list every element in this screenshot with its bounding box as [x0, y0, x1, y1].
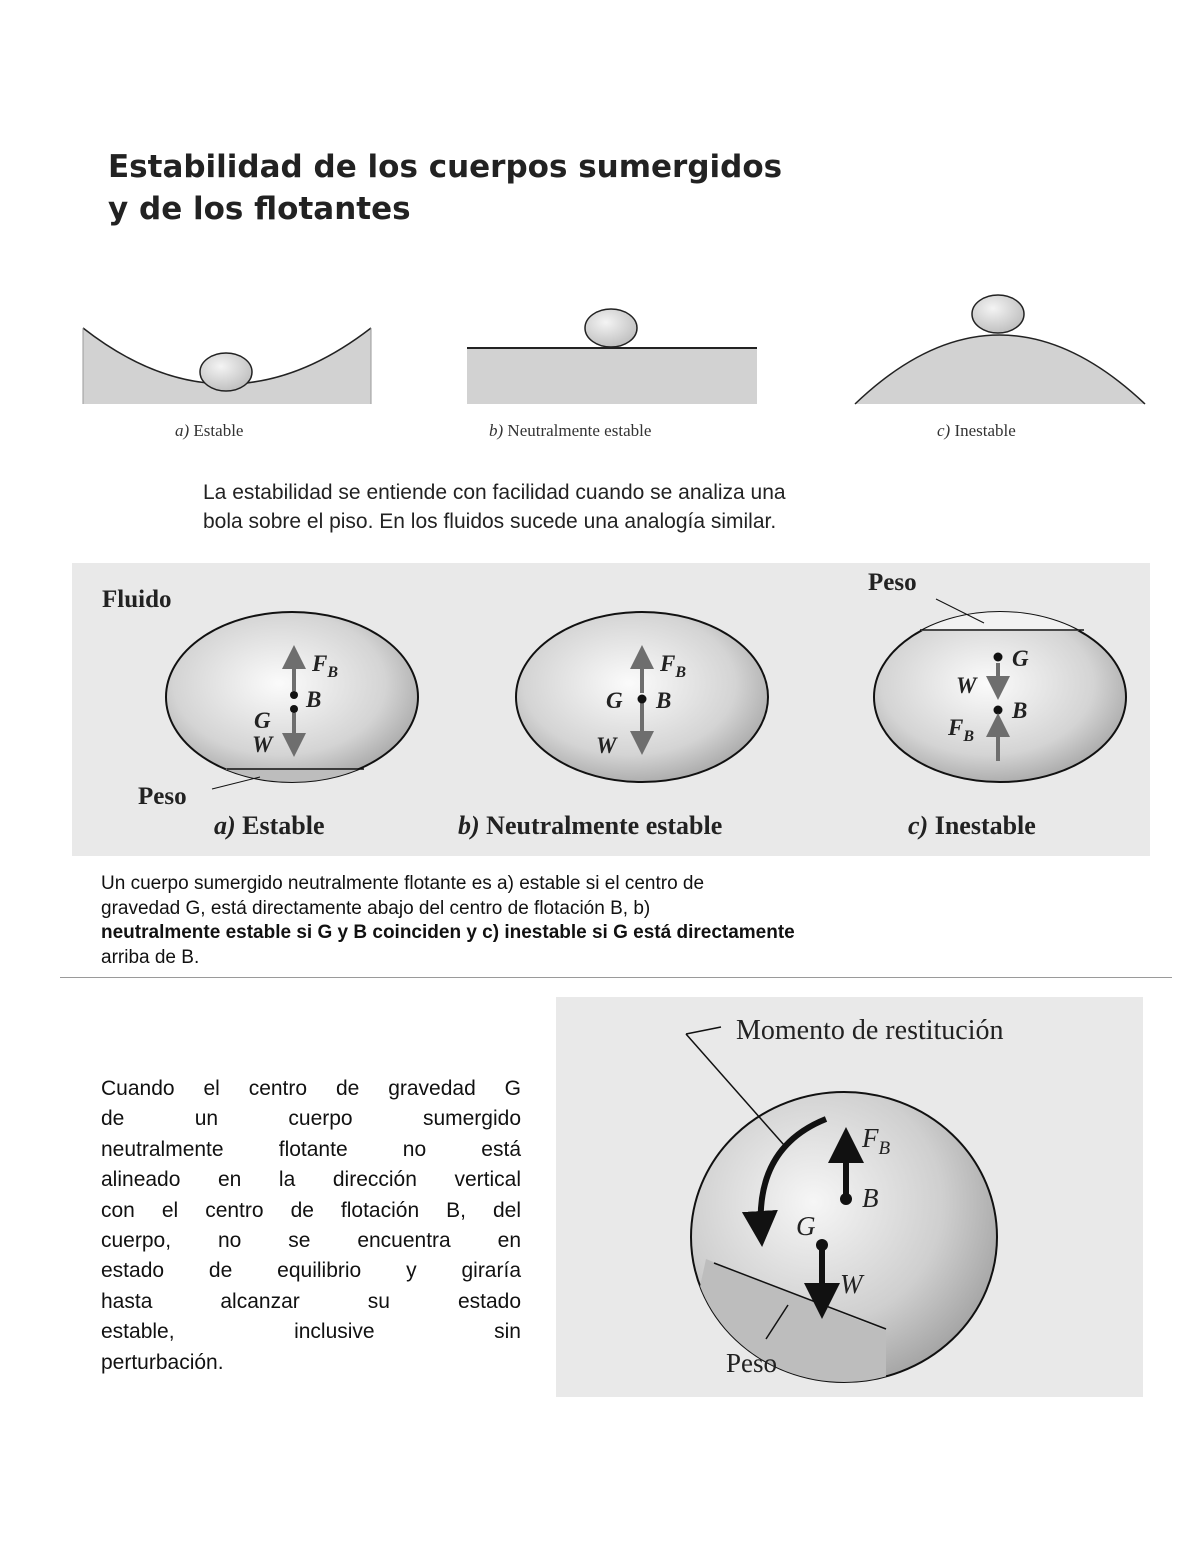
submerged-body-figure	[72, 563, 1150, 856]
ball-stability-figure	[0, 290, 1200, 450]
ball-a	[200, 353, 252, 391]
body-line-9: estable, inclusive sin	[101, 1320, 521, 1344]
svg-text:b) Neutralmente estable	[489, 421, 651, 440]
fluid-label: Fluido	[102, 586, 172, 613]
body-line-5: con el centro de flotación B, del	[101, 1198, 521, 1222]
caption-line-3: neutralmente estable si G y B coinciden y c) inestable si G está directamente	[101, 922, 795, 943]
title-line-1: Estabilidad de los cuerpos sumergidos	[108, 149, 783, 185]
body-line-1: Cuando el centro de gravedad G	[101, 1077, 521, 1100]
moment-w-label: W	[840, 1269, 863, 1299]
svg-text:c) Inestable	[937, 421, 1016, 440]
fig2-caption-b-letter: b)	[458, 811, 480, 840]
body-line-3: neutralmente flotante no está	[101, 1137, 521, 1161]
svg-text:a) Estable	[175, 421, 243, 440]
caption-c-letter: c)	[937, 421, 951, 440]
g-label-a: G	[254, 708, 271, 733]
caption-a-label: Estable	[193, 421, 244, 440]
fig2-caption-c-label: Inestable	[934, 811, 1036, 840]
moment-weight-label: Peso	[726, 1348, 778, 1378]
weight-label-a: Peso	[138, 783, 187, 810]
force-b: F	[660, 651, 676, 676]
caption-line-4: arriba de B.	[101, 946, 200, 968]
fig2-caption-a-label: Estable	[242, 811, 325, 840]
body-line-7: estado de equilibrio y giraría	[101, 1259, 521, 1283]
sphere-b	[516, 612, 768, 782]
section-divider	[60, 977, 1172, 978]
intro-line-2: bola sobre el piso. En los fluidos sucede una analogía similar.	[203, 510, 777, 533]
figure-caption-paragraph	[101, 872, 1121, 970]
force-c-sub: B	[963, 728, 975, 745]
moment-force: F	[862, 1123, 879, 1153]
force-b-sub: B	[675, 664, 687, 681]
force-c: F	[948, 715, 964, 740]
svg-text:a) Estable	[214, 811, 325, 840]
svg-text:c) Inestable	[908, 811, 1036, 840]
body-line-2: de un cuerpo sumergido	[101, 1107, 521, 1131]
fig2-caption-b-label: Neutralmente estable	[486, 811, 723, 840]
g-label-c: G	[1012, 646, 1029, 671]
b-label-c: B	[1012, 698, 1028, 723]
hill-diagram	[855, 295, 1145, 404]
moment-force-sub: B	[878, 1138, 891, 1159]
b-label-a: B	[306, 687, 322, 712]
title-line-2: y de los flotantes	[108, 191, 411, 227]
g-label-b: G	[606, 688, 623, 713]
caption-b-label: Neutralmente estable	[507, 421, 652, 440]
force-a: F	[312, 651, 328, 676]
body-line-4: alineado en la dirección vertical	[101, 1168, 521, 1192]
w-label-a: W	[252, 732, 273, 757]
body-line-6: cuerpo, no se encuentra en	[101, 1228, 521, 1252]
fig2-caption-c-letter: c)	[908, 811, 929, 840]
force-a-sub: B	[327, 664, 339, 681]
moment-b-label: B	[862, 1183, 879, 1213]
weight-label-c: Peso	[868, 569, 917, 596]
w-label-b: W	[596, 733, 617, 758]
flat-diagram	[467, 309, 757, 404]
caption-a-letter: a)	[175, 421, 190, 440]
intro-paragraph	[203, 478, 1083, 536]
moment-label: Momento de restitución	[736, 1015, 1004, 1046]
restoring-moment-paragraph	[101, 1074, 521, 1378]
intro-line-1: La estabilidad se entiende con facilidad cuando se analiza una	[203, 481, 786, 504]
moment-g-label: G	[796, 1211, 816, 1241]
w-label-c: W	[956, 673, 977, 698]
caption-line-1: Un cuerpo sumergido neutralmente flotante es a) estable si el centro de	[101, 873, 705, 894]
ball-b	[585, 309, 637, 347]
caption-c-label: Inestable	[954, 421, 1016, 440]
ball-c	[972, 295, 1024, 333]
svg-text:b) Neutralmente estable	[458, 811, 722, 840]
restoring-moment-figure	[556, 997, 1143, 1397]
body-line-8: hasta alcanzar su estado	[101, 1289, 521, 1313]
page-title	[108, 146, 1008, 230]
caption-b-letter: b)	[489, 421, 504, 440]
fig2-caption-a-letter: a)	[214, 811, 236, 840]
body-line-10: perturbación.	[101, 1350, 224, 1374]
bowl-diagram	[83, 328, 371, 404]
b-label-b: B	[656, 688, 672, 713]
caption-line-2: gravedad G, está directamente abajo del centro de flotación B, b)	[101, 897, 651, 919]
